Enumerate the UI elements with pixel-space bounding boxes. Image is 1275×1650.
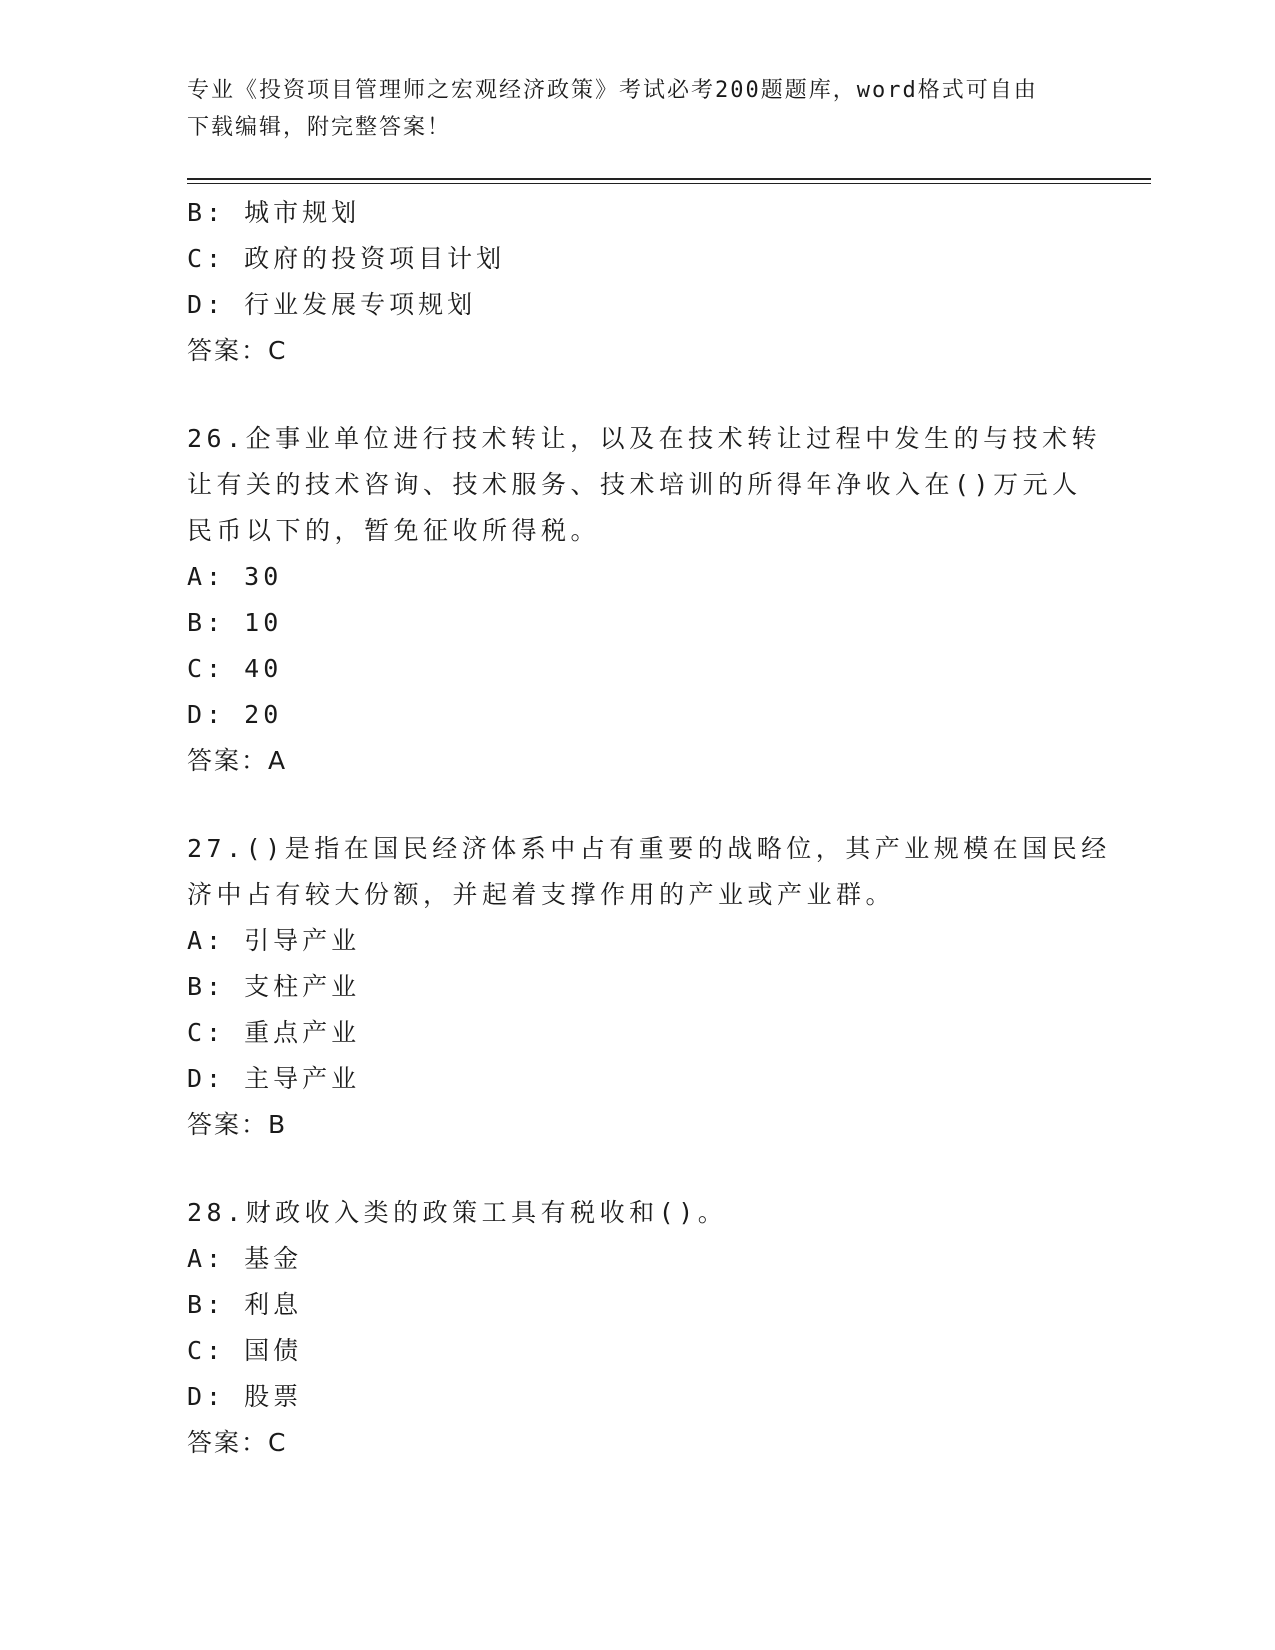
header-line-1: 专业《投资项目管理师之宏观经济政策》考试必考200题题库，word格式可自由 [187, 78, 1038, 103]
option-a: A: 基金 [187, 1244, 303, 1273]
header-divider [187, 178, 1151, 180]
question-text [187, 1190, 1087, 1236]
option-c: C: 政府的投资项目计划 [187, 244, 506, 273]
question-line: 民币以下的，暂免征收所得税。 [187, 516, 601, 545]
question-list [187, 190, 1111, 1466]
question-text [187, 826, 1111, 918]
option-a: A: 引导产业 [187, 926, 361, 955]
document-header [187, 72, 1087, 146]
answer-line: 答案：C [187, 1428, 288, 1457]
option-b: B: 城市规划 [187, 198, 361, 227]
question-text [187, 416, 1102, 554]
option-a: A: 30 [187, 562, 283, 591]
question-line: 27.()是指在国民经济体系中占有重要的战略位，其产业规模在国民经 [187, 834, 1111, 863]
answer-line: 答案：A [187, 746, 288, 775]
question-block-26 [187, 416, 1102, 784]
option-b: B: 支柱产业 [187, 972, 361, 1001]
option-d: D: 主导产业 [187, 1064, 361, 1093]
question-line: 济中占有较大份额，并起着支撑作用的产业或产业群。 [187, 880, 896, 909]
header-line-2: 下载编辑，附完整答案！ [187, 115, 452, 140]
option-c: C: 重点产业 [187, 1018, 361, 1047]
question-block-27 [187, 826, 1111, 1148]
option-d: D: 行业发展专项规划 [187, 290, 477, 319]
answer-line: 答案：C [187, 336, 288, 365]
option-d: D: 20 [187, 700, 283, 729]
question-line: 26.企事业单位进行技术转让，以及在技术转让过程中发生的与技术转 [187, 424, 1102, 453]
question-line: 28.财政收入类的政策工具有税收和()。 [187, 1198, 728, 1227]
option-b: B: 利息 [187, 1290, 303, 1319]
question-block-28 [187, 1190, 1087, 1466]
question-line: 让有关的技术咨询、技术服务、技术培训的所得年净收入在()万元人 [187, 470, 1082, 499]
option-b: B: 10 [187, 608, 283, 637]
option-c: C: 40 [187, 654, 283, 683]
question-block-25 [187, 190, 1087, 374]
answer-line: 答案：B [187, 1110, 288, 1139]
header-divider-thin [187, 183, 1151, 184]
option-c: C: 国债 [187, 1336, 303, 1365]
option-d: D: 股票 [187, 1382, 303, 1411]
